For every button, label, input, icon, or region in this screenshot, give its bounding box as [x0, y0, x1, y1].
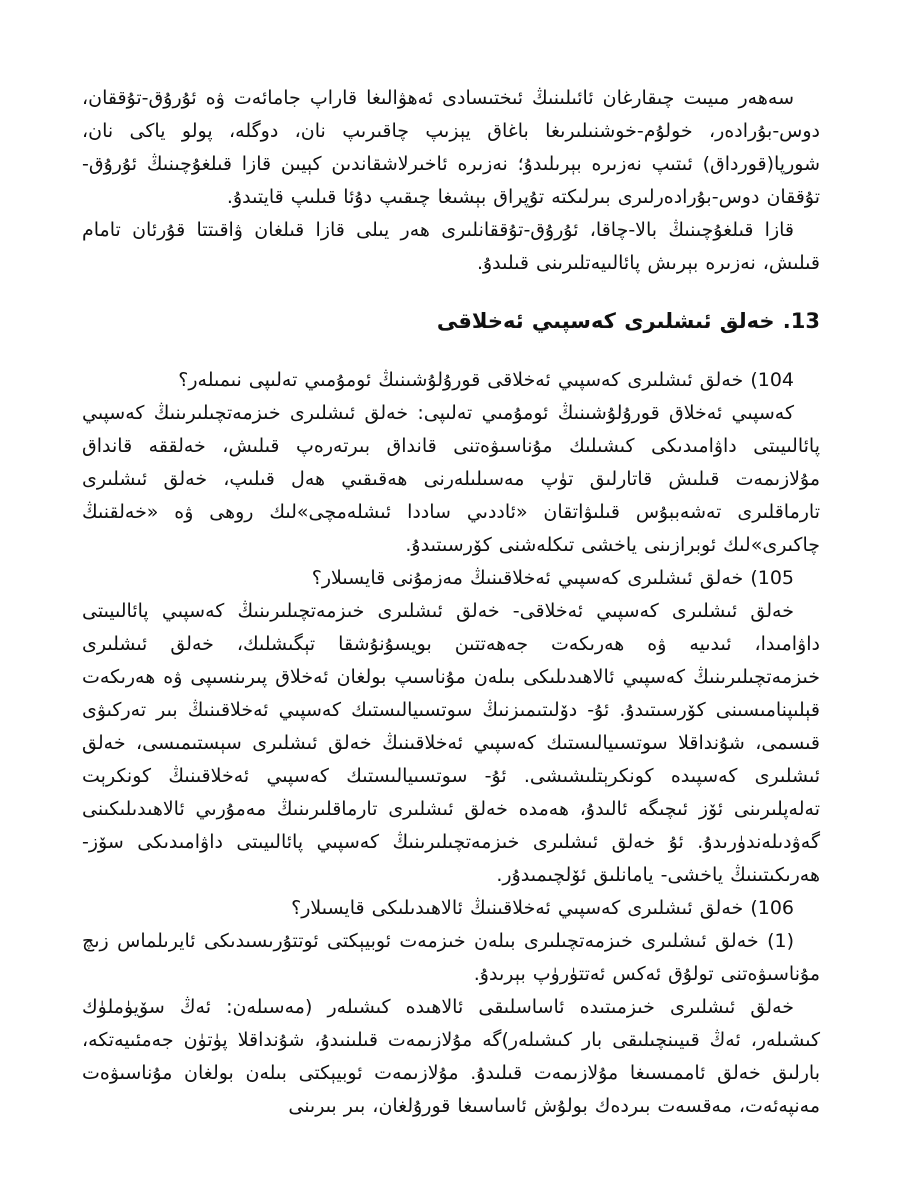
document-body [82, 82, 820, 1123]
answer-105: خەلق ئىشلىرى كەسپىي ئەخلاقى- خەلق ئىشلىرى خىزمەتچىلىرىنىڭ كەسپىي پائالىيىتى داۋامىدا، ئىدىيە ۋە ھەرىكەت جەھەتتىن بويسۇنۇشقا تېگىشلىك، خەلق ئىشلىرى خىزمەتچىلىرىنىڭ كەسپىي ئالاھىدىلىكى بىلەن مۇناسىپ بولغان ئەخلاق پىرىنسىپى ۋە ھەرىكەت قېلىپنامىسىنى كۆرسىتىدۇ. ئۇ- دۆلىتىمىزنىڭ سوتسىيالىستىك كەسپىي ئەخلاقىنىڭ بىر تەركىۋى قىسمى، شۇنداقلا سوتسىيالىستىك كەسپىي ئەخلاقىنىڭ خەلق ئىشلىرى سېستىمىسى، خەلق ئىشلىرى كەسپىدە كونكرېتلىشىشى. ئۇ- سوتسىيالىستىك كەسپىي ئەخلاقىنىڭ كونكرېت تەلەپلىرىنى ئۆز ئىچىگە ئالىدۇ، ھەمدە خەلق ئىشلىرى تارماقلىرىنىڭ مەمۇرىي ئالاھىدىلىكىنى گەۋدىلەندۈرىدۇ. ئۇ خەلق ئىشلىرى خىزمەتچىلىرىنىڭ كەسپىي پائالىيىتى داۋامىدىكى سۆز- ھەرىكىتىنىڭ ياخشى- يامانلىق ئۆلچىمىدۇر. [82, 600, 820, 886]
answer-106-paragraph: خەلق ئىشلىرى خىزمىتىدە ئاساسلىقى ئالاھىدە كىشىلەر (مەسىلەن: ئەڭ سۆيۈملۈك كىشىلەر، ئەڭ قىيىنچىلىقى بار كىشىلەر)گە مۇلازىمەت قىلىنىدۇ، شۇنداقلا پۈتۈن جەمئىيەتكە، بارلىق خەلق ئاممىسىغا مۇلازىمەت قىلىدۇ. مۇلازىمەت ئوبيېكتى بىلەن بولغان مۇناسىۋەت مەنپەئەت، مەقسەت بىردەك بولۇش ئاساسىغا قورۇلغان، بىر بىرىنى [82, 996, 820, 1117]
section-title: 13. خەلق ئىشلىرى كەسپىي ئەخلاقى [436, 309, 820, 333]
paragraph-anniversary: قازا قىلغۇچىنىڭ بالا-چاقا، ئۇرۇق-تۇققانلىرى ھەر يىلى قازا قىلغان ۋاقىتتا قۇرئان تامام قىلىش، نەزىرە بېرىش پائالىيەتلىرىنى قىلىدۇ. [82, 219, 820, 274]
question-106: 106) خەلق ئىشلىرى كەسپىي ئەخلاقىنىڭ ئالاھىدىلىكى قايسىلار؟ [291, 897, 794, 919]
question-104: 104) خەلق ئىشلىرى كەسپىي ئەخلاقى قورۇلۇشىنىڭ ئومۇمىي تەلىپى نىمىلەر؟ [178, 369, 794, 391]
answer-104: كەسپىي ئەخلاق قورۇلۇشىنىڭ ئومۇمىي تەلىپى: خەلق ئىشلىرى خىزمەتچىلىرىنىڭ كەسپىي پائالىيىتى داۋامىدىكى كىشىلىك مۇناسىۋەتنى قانداق بىرتەرەپ قىلىش، خەلققە قانداق مۇلازىمەت قىلىش قاتارلىق تۈپ مەسىلىلەرنى ھەقىقىي ھەل قىلىپ، خەلق ئىشلىرى تارماقلىرى تەشەببۇس قىلىۋاتقان «ئاددىي ساددا ئىشلەمچى»لىك روھى ۋە «خەلقنىڭ چاكىرى»لىك ئوبرازىنى ياخشى تىكلەشنى كۆرسىتىدۇ. [82, 402, 820, 556]
answer-106-point-1: (1) خەلق ئىشلىرى خىزمەتچىلىرى بىلەن خىزمەت ئوبيېكتى ئوتتۇرىسىدىكى ئايرىلماس زىچ مۇناسىۋەتنى تولۇق ئەكس ئەتتۈرۈپ بېرىدۇ. [82, 930, 820, 985]
paragraph-funeral-custom: سەھەر مىيىت چىقارغان ئائىلىنىڭ ئىختىسادى ئەھۋالىغا قاراپ جامائەت ۋە ئۇرۇق-تۇققان، دوس-بۇرادەر، خولۇم-خوشنىلىرىغا باغاق يېزىپ چاقىرىپ نان، دوگلە، پولو ياكى نان، شورپا(قورداق) ئىتىپ نەزىرە بېرىلىدۇ؛ نەزىرە ئاخىرلاشقاندىن كېيىن قازا قىلغۇچىنىڭ ئۇرۇق-تۇققان دوس-بۇرادەرلىرى بىرلىكتە تۇپراق بېشىغا چىقىپ دۇئا قىلىپ قايتىدۇ. [82, 87, 820, 208]
question-105: 105) خەلق ئىشلىرى كەسپىي ئەخلاقىنىڭ مەزمۇنى قايسىلار؟ [311, 567, 794, 589]
section-heading [82, 304, 820, 338]
